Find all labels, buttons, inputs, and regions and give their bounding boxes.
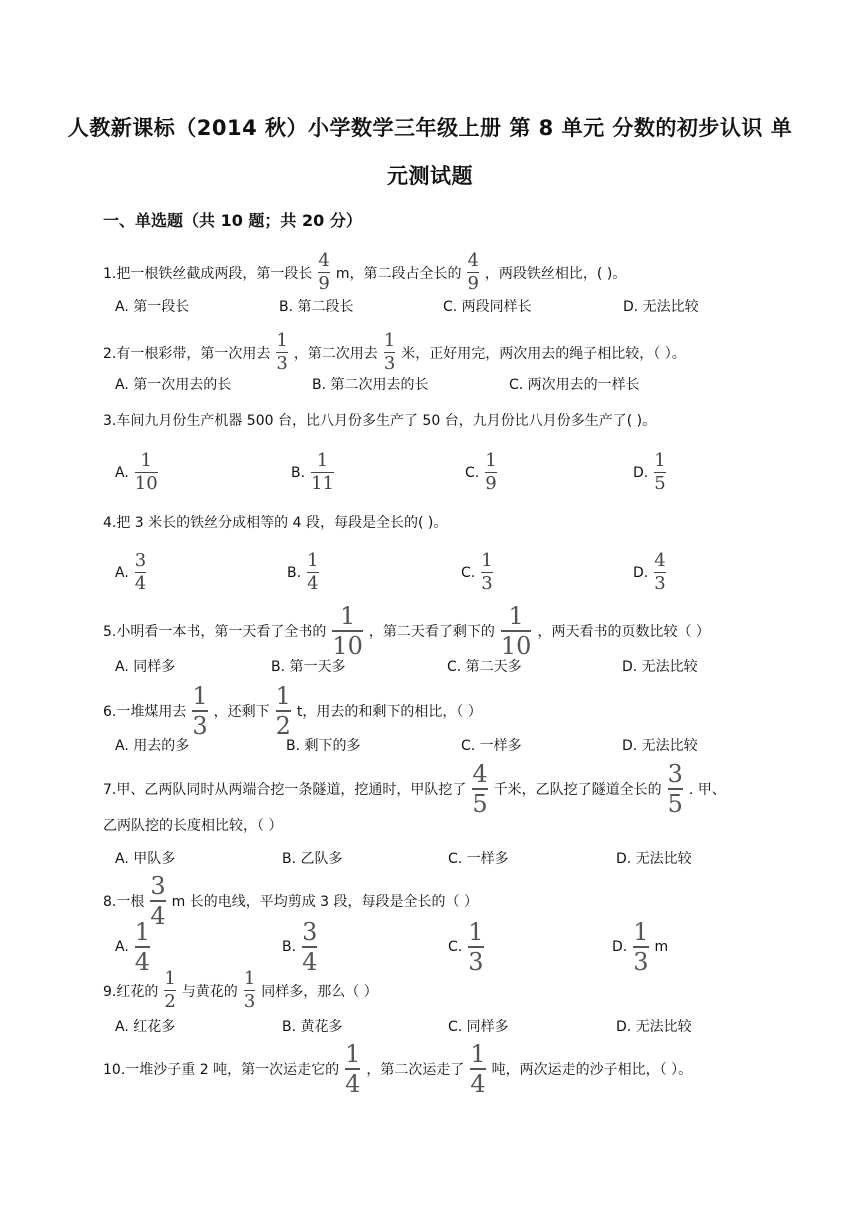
fraction: $\frac{1}{3}$ (633, 918, 649, 976)
fraction: $\frac{4}{9}$ (467, 250, 479, 294)
fraction: $\frac{1}{4}$ (307, 550, 319, 594)
fraction: $\frac{3}{4}$ (134, 550, 147, 594)
fraction: $\frac{3}{5}$ (667, 760, 683, 818)
option[interactable]: B. $\frac{3}{4}$ (282, 918, 318, 976)
option[interactable]: B. 第一天多 (271, 659, 346, 675)
fraction: $\frac{1}{10}$ (332, 602, 363, 660)
question-4: 4.把 3 米长的铁丝分成相等的 4 段，每段是全长的( )。 (103, 515, 448, 531)
option[interactable]: C. 第二天多 (447, 659, 522, 675)
fraction: $\frac{1}{2}$ (164, 968, 176, 1012)
fraction: $\frac{1}{4}$ (470, 1040, 486, 1098)
option[interactable]: C. 两次用去的一样长 (509, 377, 640, 393)
options-3 (115, 452, 800, 492)
option[interactable]: C. 一样多 (448, 851, 509, 867)
option[interactable]: C. 两段同样长 (443, 299, 532, 315)
option[interactable]: A. 甲队多 (115, 851, 176, 867)
option[interactable]: A. $\frac{1}{4}$ (115, 918, 151, 976)
options-9 (115, 1016, 800, 1040)
option[interactable]: B. $\frac{1}{4}$ (287, 550, 319, 594)
option[interactable]: B. 乙队多 (282, 851, 343, 867)
fraction: $\frac{1}{2}$ (275, 682, 291, 740)
fraction: $\frac{1}{9}$ (485, 450, 497, 494)
fraction: $\frac{1}{3}$ (192, 682, 208, 740)
fraction: $\frac{1}{5}$ (654, 450, 666, 494)
option[interactable]: C. 一样多 (461, 738, 522, 754)
option[interactable]: C. $\frac{1}{9}$ (465, 450, 497, 494)
options-2 (115, 374, 800, 398)
option[interactable]: B. 剩下的多 (286, 738, 361, 754)
option[interactable]: A. 红花多 (115, 1019, 176, 1035)
question-2: 2.有一根彩带，第一次用去 $\frac{1}{3}$ ，第二次用去 $\frac{1}{3}$ 米，正好用完，两次用去的绳子相比较，（ ）。 (103, 330, 686, 374)
question-3: 3.车间九月份生产机器 500 台，比八月份多生产了 50 台，九月份比八月份多生产了( )。 (103, 413, 657, 429)
fraction: $\frac{1}{3}$ (276, 330, 288, 374)
option[interactable]: D. $\frac{1}{3}$ m (612, 918, 669, 976)
question-5: 5.小明看一本书，第一天看了全书的 $\frac{1}{10}$ ，第二天看了剩下的 $\frac{1}{10}$ ，两天看书的页数比较（ ） (103, 602, 710, 660)
options-4 (115, 552, 800, 592)
option[interactable]: A. 第一段长 (115, 299, 190, 315)
option[interactable]: C. 同样多 (448, 1019, 509, 1035)
question-6: 6.一堆煤用去 $\frac{1}{3}$ ，还剩下 $\frac{1}{2}$ t，用去的和剩下的相比，（ ） (103, 682, 482, 740)
option[interactable]: B. 第二段长 (279, 299, 354, 315)
fraction: $\frac{4}{5}$ (472, 760, 488, 818)
option[interactable]: B. 第二次用去的长 (312, 377, 429, 393)
option[interactable]: C. $\frac{1}{3}$ (448, 918, 484, 976)
question-7-line2: 乙两队挖的长度相比较，（ ） (103, 818, 283, 834)
option[interactable]: A. 第一次用去的长 (115, 377, 232, 393)
options-7 (115, 848, 800, 872)
fraction: $\frac{4}{3}$ (654, 550, 666, 594)
fraction: $\frac{1}{10}$ (134, 450, 158, 494)
option[interactable]: D. $\frac{1}{5}$ (633, 450, 666, 494)
fraction: $\frac{1}{10}$ (500, 602, 532, 660)
fraction: $\frac{3}{4}$ (150, 872, 166, 930)
options-5 (115, 656, 800, 680)
option[interactable]: D. 无法比较 (622, 659, 698, 675)
fraction: $\frac{1}{11}$ (311, 450, 334, 494)
fraction: $\frac{1}{4}$ (345, 1040, 361, 1098)
option[interactable]: D. 无法比较 (616, 851, 692, 867)
question-8: 8.一根 $\frac{3}{4}$ m 长的电线，平均剪成 3 段，每段是全长的（ ） (103, 872, 478, 930)
option[interactable]: D. $\frac{4}{3}$ (633, 550, 666, 594)
option[interactable]: D. 无法比较 (623, 299, 699, 315)
option[interactable]: A. 用去的多 (115, 738, 190, 754)
fraction: $\frac{1}{3}$ (468, 918, 484, 976)
fraction: $\frac{1}{3}$ (243, 968, 256, 1012)
question-7: 7.甲、乙两队同时从两端合挖一条隧道，挖通时，甲队挖了 $\frac{4}{5}$ 千米，乙队挖了隧道全长的 $\frac{3}{5}$ . 甲、 (103, 760, 726, 818)
option[interactable]: D. 无法比较 (616, 1019, 692, 1035)
fraction: $\frac{1}{4}$ (134, 918, 151, 976)
question-9: 9.红花的 $\frac{1}{2}$ 与黄花的 $\frac{1}{3}$ 同样多，那么（ ） (103, 968, 378, 1012)
option[interactable]: A. $\frac{3}{4}$ (115, 550, 147, 594)
question-1: 1.把一根铁丝截成两段，第一段长 $\frac{4}{9}$ m，第二段占全长的 $\frac{4}{9}$ ，两段铁丝相比，( )。 (103, 250, 627, 294)
option[interactable]: B. 黄花多 (282, 1019, 343, 1035)
fraction: $\frac{3}{4}$ (302, 918, 318, 976)
document-title-line1: 人教新课标（2014 秋）小学数学三年级上册 第 8 单元 分数的初步认识 单 (67, 116, 793, 140)
fraction: $\frac{1}{3}$ (383, 330, 396, 374)
question-10: 10.一堆沙子重 2 吨，第一次运走它的 $\frac{1}{4}$ ，第二次运走了 $\frac{1}{4}$ 吨，两次运走的沙子相比，（ ）。 (103, 1040, 693, 1098)
option[interactable]: A. 同样多 (115, 659, 176, 675)
options-6 (115, 735, 800, 759)
document-title-line2: 元测试题 (387, 164, 473, 188)
options-8 (115, 918, 800, 976)
options-1 (115, 296, 800, 320)
fraction: $\frac{1}{3}$ (481, 550, 493, 594)
option[interactable]: C. $\frac{1}{3}$ (461, 550, 493, 594)
section-heading: 一、单选题（共 10 题；共 20 分） (103, 211, 362, 230)
option[interactable]: B. $\frac{1}{11}$ (291, 450, 334, 494)
option[interactable]: D. 无法比较 (622, 738, 698, 754)
option[interactable]: A. $\frac{1}{10}$ (115, 450, 158, 494)
fraction: $\frac{4}{9}$ (318, 250, 330, 294)
